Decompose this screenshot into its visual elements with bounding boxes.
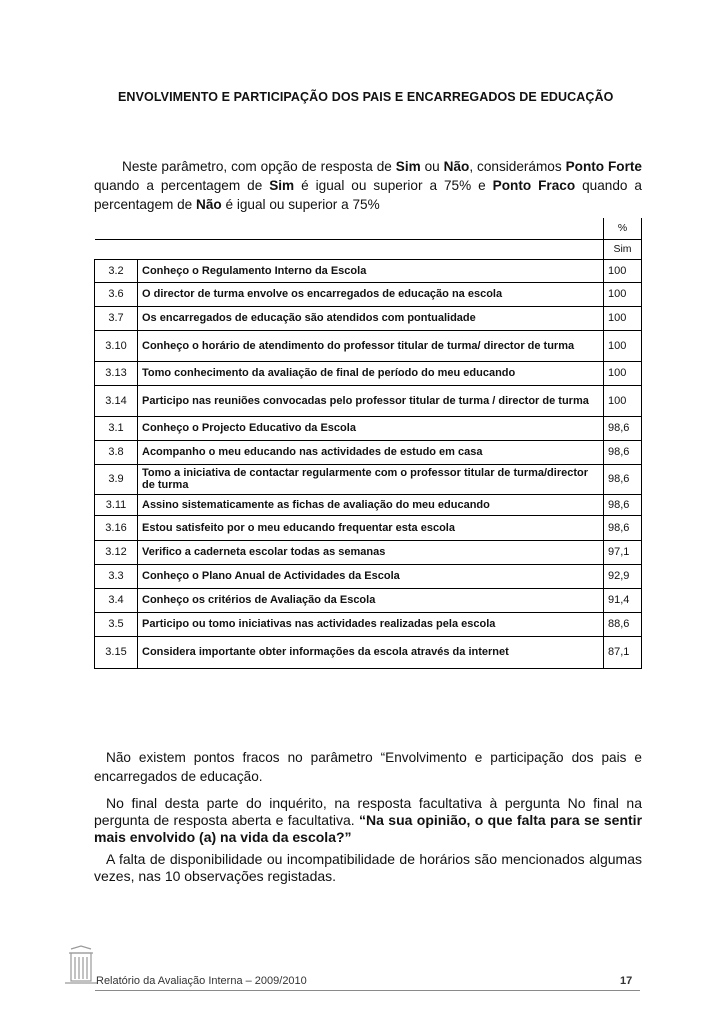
item-percentage: 98,6 bbox=[604, 515, 642, 540]
item-percentage: 98,6 bbox=[604, 416, 642, 440]
item-percentage: 100 bbox=[604, 385, 642, 416]
item-number: 3.15 bbox=[95, 636, 138, 668]
page-number: 17 bbox=[620, 975, 633, 987]
item-number: 3.16 bbox=[95, 515, 138, 540]
table-row bbox=[95, 540, 642, 564]
item-statement: Conheço o Plano Anual de Actividades da Escola bbox=[138, 564, 604, 588]
item-percentage: 88,6 bbox=[604, 612, 642, 636]
table-row bbox=[95, 588, 642, 612]
item-statement: Tomo conhecimento da avaliação de final de período do meu educando bbox=[138, 361, 604, 385]
table-row bbox=[95, 636, 642, 668]
table-row bbox=[95, 515, 642, 540]
item-number: 3.1 bbox=[95, 416, 138, 440]
item-number: 3.13 bbox=[95, 361, 138, 385]
item-percentage: 98,6 bbox=[604, 464, 642, 494]
item-percentage: 98,6 bbox=[604, 494, 642, 515]
item-statement: Participo ou tomo iniciativas nas actividades realizadas pela escola bbox=[138, 612, 604, 636]
item-number: 3.14 bbox=[95, 385, 138, 416]
item-statement: Estou satisfeito por o meu educando frequentar esta escola bbox=[138, 515, 604, 540]
table-row bbox=[95, 612, 642, 636]
item-statement: Conheço o horário de atendimento do professor titular de turma/ director de turma bbox=[138, 330, 604, 361]
item-number: 3.5 bbox=[95, 612, 138, 636]
item-number: 3.9 bbox=[95, 464, 138, 494]
header-percent: % bbox=[604, 218, 642, 239]
table-row bbox=[95, 259, 642, 282]
item-number: 3.8 bbox=[95, 440, 138, 464]
item-statement: Conheço o Regulamento Interno da Escola bbox=[138, 259, 604, 282]
item-statement: Conheço o Projecto Educativo da Escola bbox=[138, 416, 604, 440]
header-sim: Sim bbox=[604, 239, 642, 259]
school-building-icon bbox=[63, 945, 99, 987]
table-row bbox=[95, 564, 642, 588]
item-statement: Tomo a iniciativa de contactar regularmente com o professor titular de turma/director de turma bbox=[138, 464, 604, 494]
table-row bbox=[95, 416, 642, 440]
table-row bbox=[95, 306, 642, 330]
item-number: 3.2 bbox=[95, 259, 138, 282]
item-percentage: 100 bbox=[604, 330, 642, 361]
item-statement: Acompanho o meu educando nas actividades de estudo em casa bbox=[138, 440, 604, 464]
item-statement: O director de turma envolve os encarregados de educação na escola bbox=[138, 282, 604, 306]
footer-divider bbox=[95, 990, 640, 991]
item-number: 3.11 bbox=[95, 494, 138, 515]
item-number: 3.7 bbox=[95, 306, 138, 330]
item-number: 3.12 bbox=[95, 540, 138, 564]
table-row bbox=[95, 361, 642, 385]
table-row bbox=[95, 464, 642, 494]
item-percentage: 100 bbox=[604, 259, 642, 282]
item-statement: Considera importante obter informações da escola através da internet bbox=[138, 636, 604, 668]
item-percentage: 100 bbox=[604, 306, 642, 330]
table-row bbox=[95, 385, 642, 416]
item-statement: Assino sistematicamente as fichas de avaliação do meu educando bbox=[138, 494, 604, 515]
item-number: 3.6 bbox=[95, 282, 138, 306]
results-table bbox=[94, 218, 642, 669]
table-row bbox=[95, 440, 642, 464]
footer-report-title: Relatório da Avaliação Interna – 2009/2010 bbox=[96, 975, 307, 987]
item-percentage: 87,1 bbox=[604, 636, 642, 668]
item-statement: Participo nas reuniões convocadas pelo professor titular de turma / director de turma bbox=[138, 385, 604, 416]
item-percentage: 98,6 bbox=[604, 440, 642, 464]
item-statement: Verifico a caderneta escolar todas as semanas bbox=[138, 540, 604, 564]
item-number: 3.10 bbox=[95, 330, 138, 361]
item-percentage: 100 bbox=[604, 282, 642, 306]
table-row bbox=[95, 330, 642, 361]
item-number: 3.4 bbox=[95, 588, 138, 612]
item-percentage: 100 bbox=[604, 361, 642, 385]
intro-paragraph: Neste parâmetro, com opção de resposta de Sim ou Não, considerámos Ponto Forte quando a percentagem de Sim é igual ou superior a 75% e Ponto Fraco quando a percentagem de Não é igual ou superior a 75% bbox=[94, 159, 642, 212]
table-row bbox=[95, 282, 642, 306]
no-weak-points-paragraph: Não existem pontos fracos no parâmetro “Envolvimento e participação dos pais e encarregados de educação. bbox=[94, 750, 642, 784]
table-row bbox=[95, 494, 642, 515]
item-statement: Os encarregados de educação são atendidos com pontualidade bbox=[138, 306, 604, 330]
question-paragraph: No final desta parte do inquérito, na resposta facultativa à pergunta No final na pergunta de resposta aberta e facultativa. “Na sua opinião, o que falta para se sentir mais envolvido (a) na vida da escola?” bbox=[94, 795, 643, 845]
item-number: 3.3 bbox=[95, 564, 138, 588]
item-percentage: 92,9 bbox=[604, 564, 642, 588]
item-percentage: 91,4 bbox=[604, 588, 642, 612]
item-statement: Conheço os critérios de Avaliação da Escola bbox=[138, 588, 604, 612]
item-percentage: 97,1 bbox=[604, 540, 642, 564]
page-title: ENVOLVIMENTO E PARTICIPAÇÃO DOS PAIS E ENCARREGADOS DE EDUCAÇÃO bbox=[118, 90, 614, 104]
observations-paragraph: A falta de disponibilidade ou incompatibilidade de horários são mencionados algumas vezes, nas 10 observações registadas. bbox=[94, 851, 642, 884]
